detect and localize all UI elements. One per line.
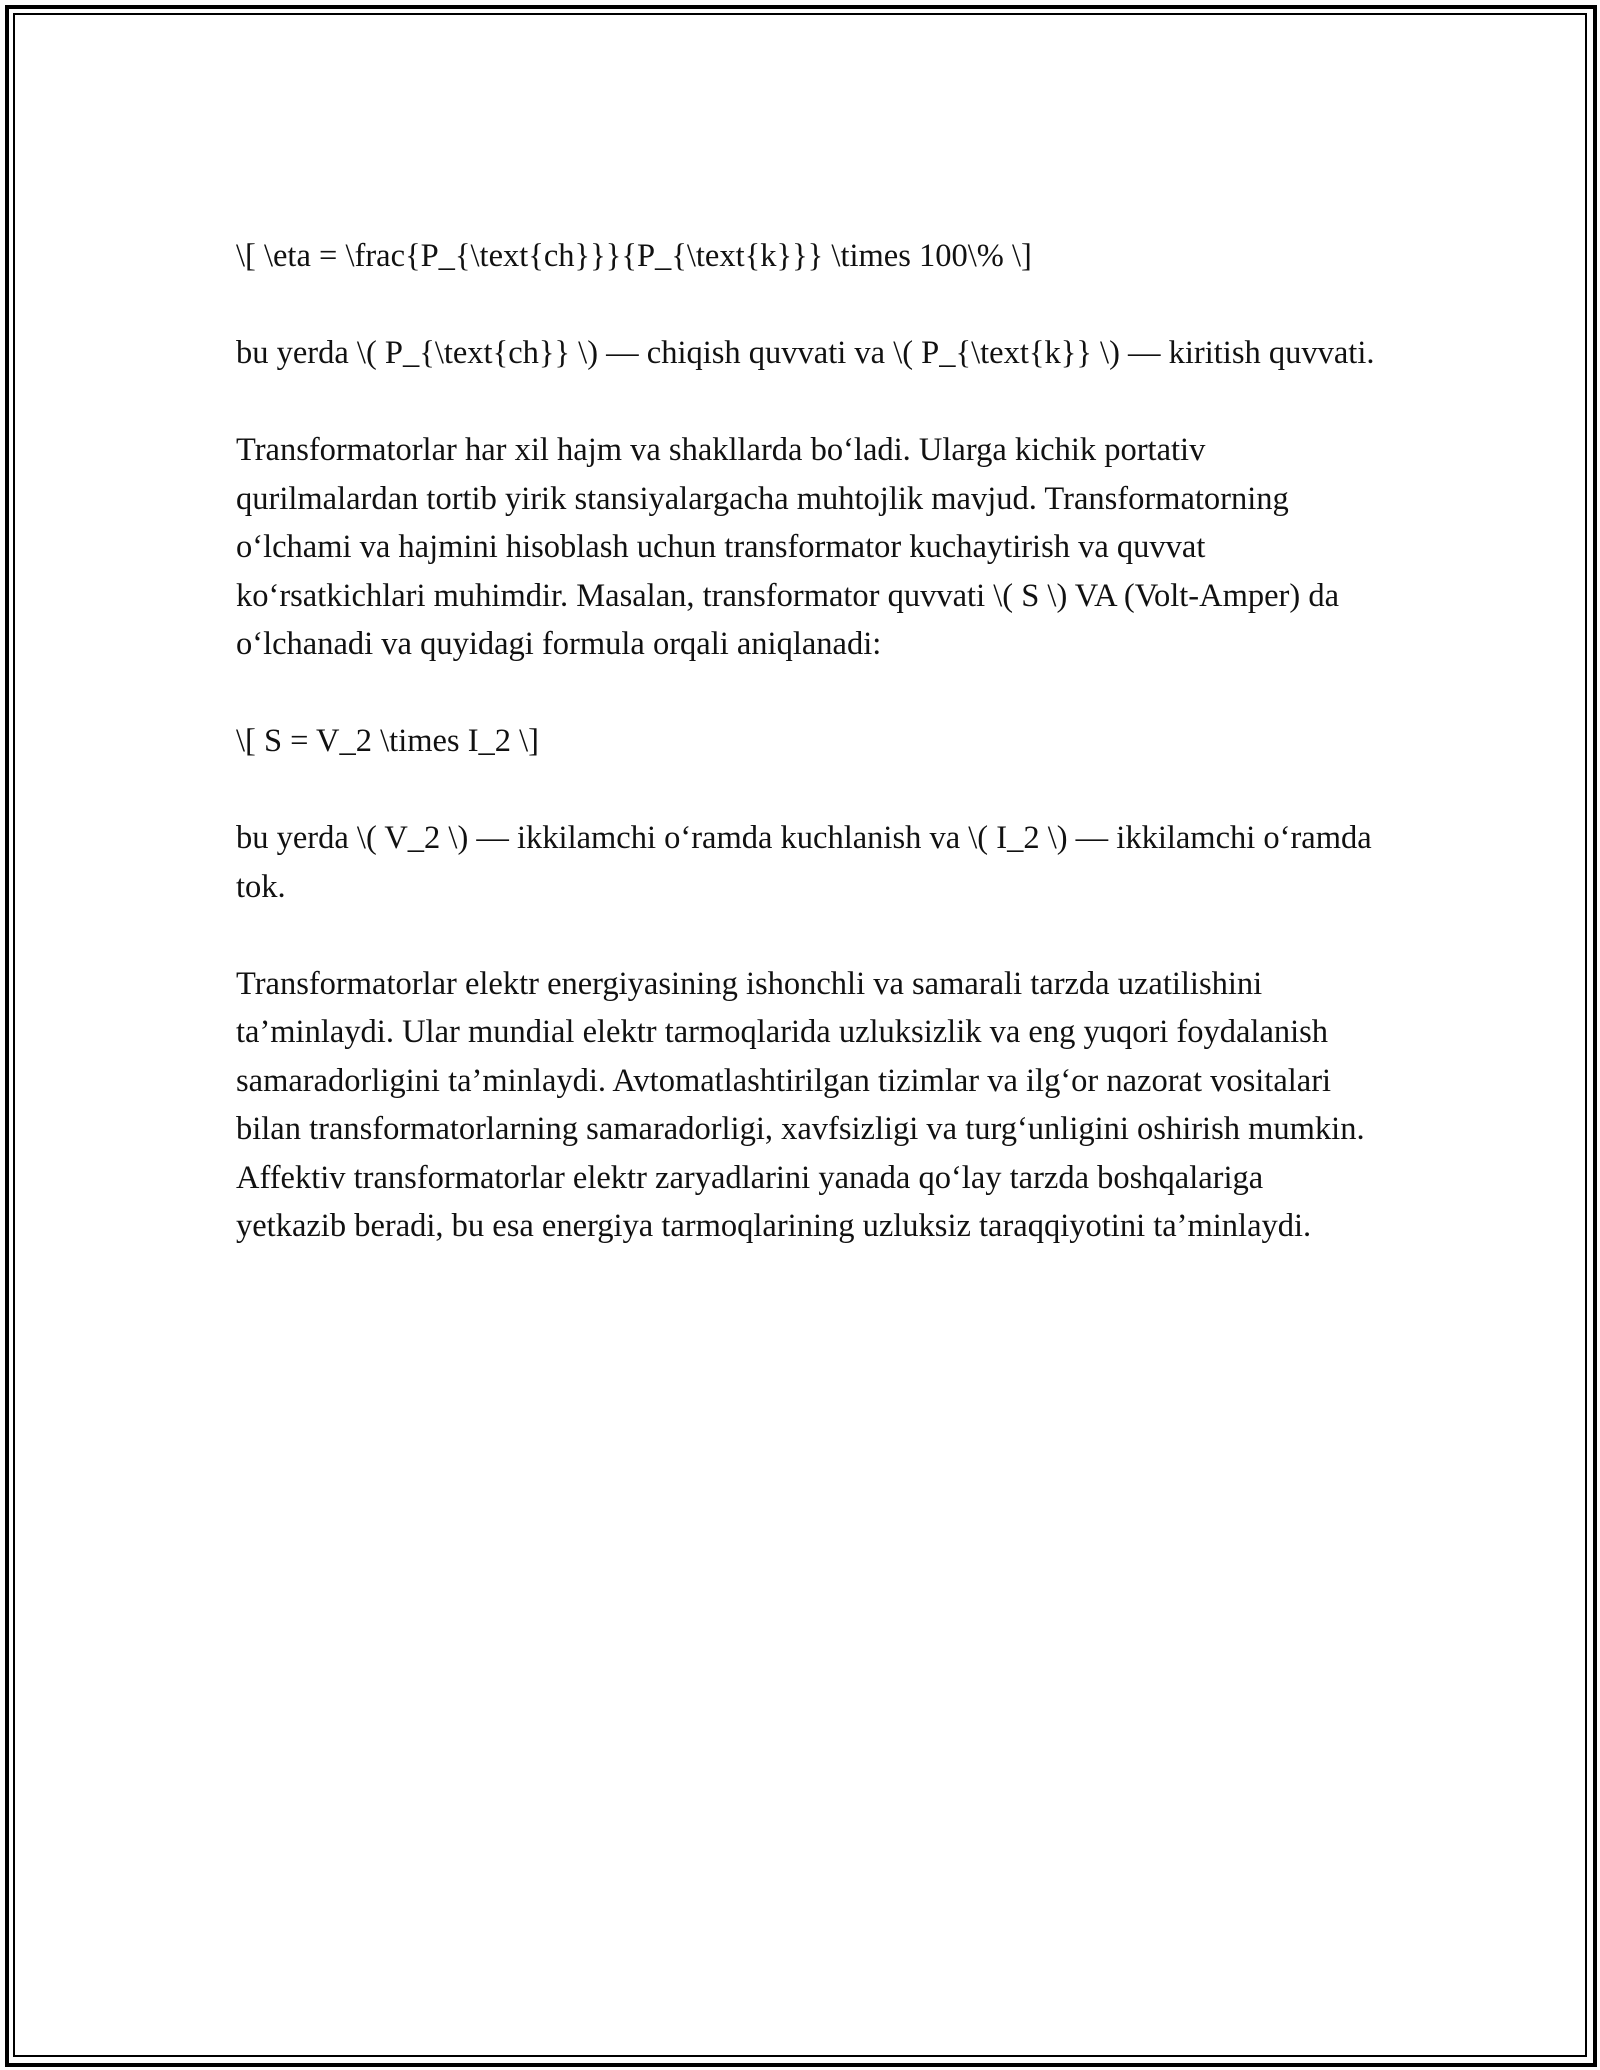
efficiency-formula: \[ \eta = \frac{P_{\text{ch}}}{P_{\text{k}}} \times 100\% \] xyxy=(236,238,1032,274)
conclusion-paragraph: Transformatorlar elektr energiyasining ishonchli va samarali tarzda uzatilishini ta’minlaydi. Ular mundial elektr tarmoqlarida uzluksizlik va eng yuqori foydalanish samaradorligini ta’minlaydi. Avtomatlashtirilgan tizimlar va ilg‘or nazorat vositalari bilan transformatorlarning samaradorligi, xavfsizligi va turg‘unligini oshirish mumkin. Affektiv transformatorlar elektr zaryadlarini yanada qo‘lay tarzda boshqalariga yetkazib beradi, bu esa energiya tarmoqlarining uzluksiz taraqqiyotini ta’minlaydi. xyxy=(236,965,1365,1244)
apparent-power-formula: \[ S = V_2 \times I_2 \] xyxy=(236,723,540,759)
transformer-power-paragraph: Transformatorlar har xil hajm va shakllarda bo‘ladi. Ularga kichik portativ qurilmalardan tortib yirik stansiyalargacha muhtojlik mavjud. Transformatorning o‘lchami va hajmini hisoblash uchun transformator kuchaytirish va quvvat ko‘rsatkichlari muhimdir. Masalan, transformator quvvati \( S \) VA (Volt-Amper) da o‘lchanadi va quyidagi formula orqali aniqlanadi: xyxy=(236,432,1340,662)
document-body xyxy=(236,232,1376,1251)
apparent-power-formula-explanation: bu yerda \( V_2 \) — ikkilamchi o‘ramda kuchlanish va \( I_2 \) — ikkilamchi o‘ramda tok. xyxy=(236,820,1372,905)
efficiency-formula-explanation: bu yerda \( P_{\text{ch}} \) — chiqish quvvati va \( P_{\text{k}} \) — kiritish quvvati. xyxy=(236,335,1375,371)
